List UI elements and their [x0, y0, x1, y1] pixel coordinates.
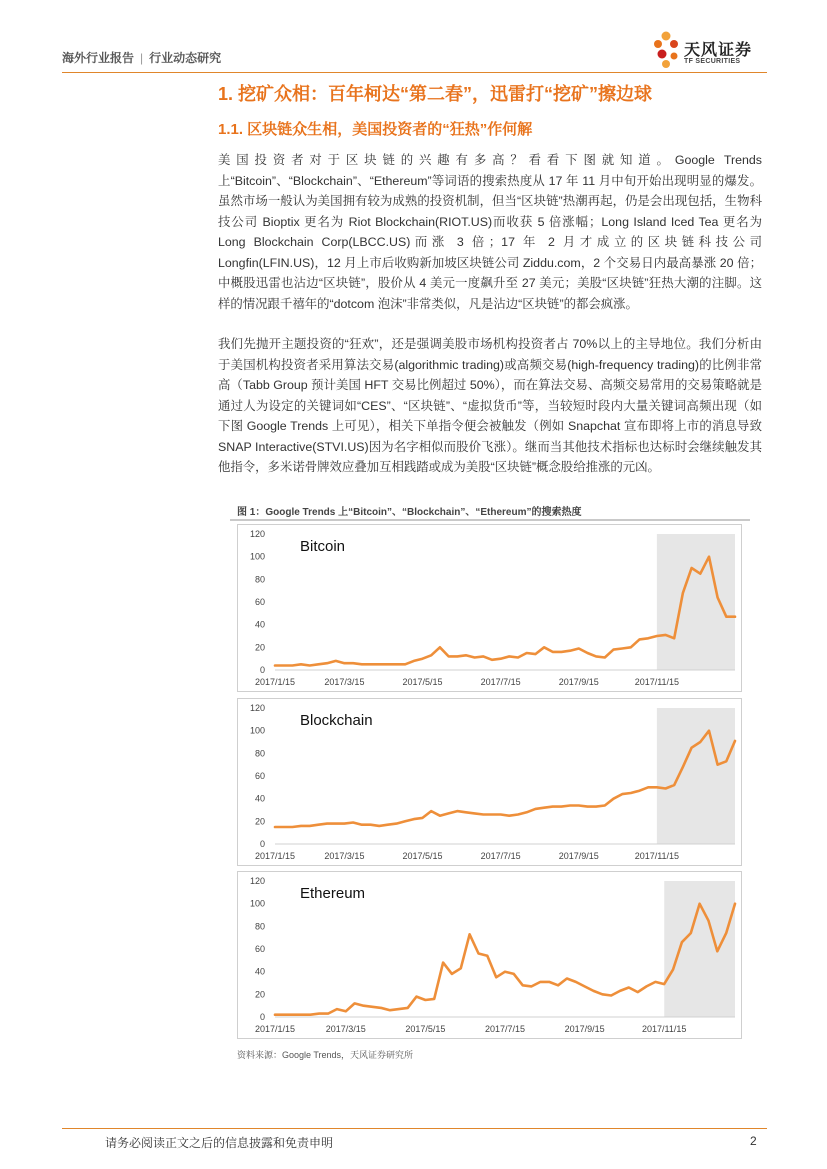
y-tick-label: 0: [259, 839, 265, 849]
y-tick-label: 100: [249, 551, 265, 562]
x-tick-label: 2017/11/15: [642, 1024, 687, 1034]
y-tick-label: 120: [249, 876, 265, 886]
chart-blockchain: [237, 698, 742, 866]
y-tick-label: 80: [254, 921, 265, 932]
footer-disclaimer: 请务必阅读正文之后的信息披露和免责申明: [105, 1136, 334, 1150]
y-tick-label: 100: [249, 898, 265, 909]
x-tick-label: 2017/9/15: [564, 1024, 605, 1034]
page-number: 2: [750, 1134, 757, 1148]
y-tick-label: 0: [259, 665, 265, 675]
header-separator: |: [140, 51, 144, 65]
x-tick-label: 2017/5/15: [405, 1024, 446, 1034]
y-tick-label: 40: [254, 793, 265, 804]
y-tick-label: 20: [254, 989, 265, 1000]
y-tick-label: 40: [254, 966, 265, 977]
chart-bitcoin: [237, 524, 742, 692]
x-tick-label: 2017/7/15: [484, 1024, 526, 1034]
paragraph-analysis: 我们先抛开主题投资的“狂欢”，还是强调美股市场机构投资者占 70%以上的主导地位。我们分析由于美国机构投资者采用算法交易(algorithmic trading)或高频交易(high-frequency trading)的比例非常高（Tabb Group 预计美国 HFT 交易比例超过 50%），而在算法交易、高频交易常用的交易策略就是通过人为设定的关键词如“CES”、“区块链”、“虚拟货币”等，当较短时段内大量关键词高频出现（如下图 Google Trends 上可见），相关下单指令便会被触发（例如 Snapchat 宣布即将上市的消息导致 SNAP Interactive(STVI.US)因为名字相似而股价飞涨）。继而当其他技术指标也达标时会继续触发其他指令，多米诺骨牌效应叠加互相践踏或成为美股“区块链”概念股给推涨的元凶。: [218, 337, 762, 474]
figure-title-divider: [230, 519, 750, 521]
chart-series-title: Ethereum: [300, 885, 366, 902]
y-tick-label: 60: [254, 944, 265, 954]
x-tick-label: 2017/1/15: [254, 1024, 296, 1034]
x-tick-label: 2017/11/15: [634, 851, 680, 861]
header-breadcrumb: [62, 49, 221, 66]
subsection-heading: 1.1. 区块链众生相，美国投资者的“狂热”作何解: [218, 121, 533, 138]
highlight-region: [657, 708, 735, 844]
chart-ethereum: [237, 871, 742, 1039]
x-tick-label: 2017/9/15: [558, 677, 599, 687]
y-tick-label: 100: [249, 725, 265, 736]
chart-ethereum-svg: [237, 871, 742, 1039]
y-tick-label: 60: [254, 771, 265, 781]
logo-name: 天风证券: [684, 42, 753, 59]
y-tick-label: 80: [254, 748, 265, 759]
x-tick-label: 2017/3/15: [325, 1024, 366, 1034]
highlight-region: [657, 534, 735, 670]
x-tick-label: 2017/11/15: [634, 677, 680, 687]
x-tick-label: 2017/7/15: [480, 851, 521, 861]
chart-series-title: Blockchain: [300, 712, 373, 729]
y-tick-label: 60: [254, 597, 265, 607]
x-tick-label: 2017/5/15: [402, 677, 443, 687]
section-heading: 1. 挖矿众相：百年柯达“第二春”，迅雷打“挖矿”擦边球: [218, 84, 653, 104]
y-tick-label: 20: [254, 642, 265, 653]
x-tick-label: 2017/9/15: [558, 851, 599, 861]
y-tick-label: 120: [249, 529, 265, 539]
x-tick-label: 2017/1/15: [254, 677, 296, 687]
y-tick-label: 80: [254, 574, 265, 585]
header-category: 海外行业报告: [62, 51, 135, 65]
figure-title: 图 1：Google Trends 上“Bitcoin”、“Blockchain”、“Ethereum”的搜索热度: [237, 507, 582, 518]
highlight-region: [664, 881, 735, 1017]
x-tick-label: 2017/1/15: [254, 851, 296, 861]
y-tick-label: 20: [254, 816, 265, 827]
y-tick-label: 40: [254, 619, 265, 630]
chart-bitcoin-svg: [237, 524, 742, 692]
logo-subtitle: TF SECURITIES: [684, 58, 741, 65]
y-tick-label: 0: [259, 1012, 265, 1022]
header-divider: [62, 72, 767, 73]
x-tick-label: 2017/7/15: [480, 677, 521, 687]
chart-series-title: Bitcoin: [300, 538, 346, 555]
y-tick-label: 120: [249, 703, 265, 713]
x-tick-label: 2017/3/15: [324, 851, 365, 861]
x-tick-label: 2017/5/15: [402, 851, 443, 861]
x-tick-label: 2017/3/15: [324, 677, 365, 687]
paragraph-intro: 美国投资者对于区块链的兴趣有多高？看看下图就知道。Google Trends 上“Bitcoin”、“Blockchain”、“Ethereum”等词语的搜索热度从 17 年 11 月中旬开始出现明显的爆发。虽然市场一般认为美国拥有较为成熟的投资机制，但当“区块链”热潮再起，仍是会出现包括，生物科技公司 Bioptix 更名为 Riot Blockchain(RIOT.US)而收获 5 倍涨幅；Long Island Iced Tea 更名为 Long Blockchain Corp(LBCC.US)而涨 3 倍；17 年 2 月才成立的区块链科技公司 Longfin(LFIN.US)，12 月上市后收购新加坡区块链公司 Ziddu.com，2 个交易日内最高暴涨 20 倍；中概股迅雷也沾边“区块链”，股价从 4 美元一度飙升至 27 美元；美股“区块链”狂热大潮的注脚。这样的情况跟千禧年的“dotcom 泡沫”非常类似，凡是沾边“区块链”的都会疯涨。: [218, 153, 762, 311]
footer-divider: [62, 1128, 767, 1129]
figure-source: 资料来源：Google Trends，天风证券研究所: [237, 1050, 414, 1060]
header-subcategory: 行业动态研究: [149, 51, 222, 65]
chart-blockchain-svg: [237, 698, 742, 866]
